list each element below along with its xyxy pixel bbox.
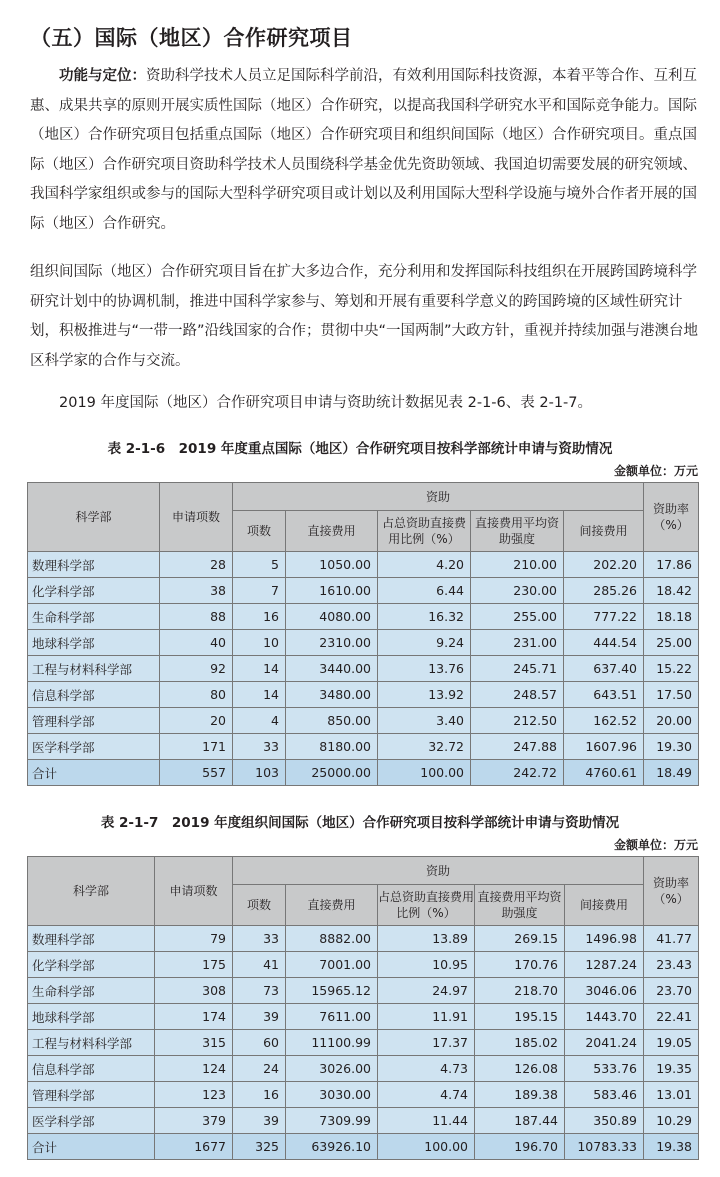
table2-organizational-international	[27, 856, 699, 1160]
table1-key-international	[27, 482, 699, 786]
rate-cell: 19.38	[644, 1134, 699, 1160]
rate-cell: 15.22	[644, 656, 699, 682]
share-cell: 10.95	[378, 952, 475, 978]
projects-cell: 7	[233, 578, 286, 604]
header-dept: 科学部	[28, 857, 155, 926]
table-row	[28, 604, 699, 630]
indirect-cost-cell: 10783.33	[565, 1134, 644, 1160]
projects-cell: 39	[233, 1004, 286, 1030]
indirect-cost-cell: 444.54	[564, 630, 644, 656]
direct-cost-cell: 1050.00	[286, 552, 378, 578]
share-cell: 17.37	[378, 1030, 475, 1056]
table-row	[28, 656, 699, 682]
direct-cost-cell: 8882.00	[286, 926, 378, 952]
rate-cell: 23.43	[644, 952, 699, 978]
header-rate: 资助率（%）	[644, 483, 699, 552]
table-row	[28, 630, 699, 656]
avg-intensity-cell: 126.08	[475, 1056, 565, 1082]
dept-cell: 信息科学部	[28, 682, 160, 708]
avg-intensity-cell: 230.00	[471, 578, 564, 604]
rate-cell: 25.00	[644, 630, 699, 656]
table-row	[28, 578, 699, 604]
table-row	[28, 952, 699, 978]
paragraph-statistics-reference: 2019 年度国际（地区）合作研究项目申请与资助统计数据见表 2-1-6、表 2-1-7。	[59, 395, 593, 411]
rate-cell: 22.41	[644, 1004, 699, 1030]
dept-cell: 化学科学部	[28, 952, 155, 978]
applications-cell: 28	[160, 552, 233, 578]
projects-cell: 14	[233, 682, 286, 708]
avg-intensity-cell: 212.50	[471, 708, 564, 734]
dept-cell: 医学科学部	[28, 734, 160, 760]
share-cell: 4.73	[378, 1056, 475, 1082]
direct-cost-cell: 7001.00	[286, 952, 378, 978]
table2-body	[28, 926, 699, 1160]
header-applications: 申请项数	[155, 857, 233, 926]
applications-cell: 20	[160, 708, 233, 734]
paragraph-organizational: 组织间国际（地区）合作研究项目旨在扩大多边合作，充分利用和发挥国际科技组织在开展跨国跨境科学研究计划中的协调机制，推进中国科学家参与、筹划和开展有重要科学意义的跨国跨境的区域性研究计划，积极推进与“一带一路”沿线国家的合作；贯彻中央“一国两制”大政方针，重视并持续加强与港澳台地区科学家的合作与交流。	[30, 264, 699, 369]
table-row	[28, 708, 699, 734]
dept-cell: 地球科学部	[28, 630, 160, 656]
share-cell: 4.74	[378, 1082, 475, 1108]
share-cell: 100.00	[378, 1134, 475, 1160]
applications-cell: 80	[160, 682, 233, 708]
projects-cell: 325	[233, 1134, 286, 1160]
table-row	[28, 978, 699, 1004]
table1-body	[28, 552, 699, 786]
indirect-cost-cell: 1607.96	[564, 734, 644, 760]
applications-cell: 171	[160, 734, 233, 760]
indirect-cost-cell: 1443.70	[565, 1004, 644, 1030]
rate-cell: 41.77	[644, 926, 699, 952]
projects-cell: 10	[233, 630, 286, 656]
direct-cost-cell: 11100.99	[286, 1030, 378, 1056]
table-row	[28, 682, 699, 708]
share-cell: 6.44	[378, 578, 471, 604]
dept-cell: 生命科学部	[28, 604, 160, 630]
direct-cost-cell: 7309.99	[286, 1108, 378, 1134]
indirect-cost-cell: 162.52	[564, 708, 644, 734]
header-avg-intensity: 直接费用平均资助强度	[475, 885, 565, 926]
applications-cell: 38	[160, 578, 233, 604]
applications-cell: 175	[155, 952, 233, 978]
indirect-cost-cell: 285.26	[564, 578, 644, 604]
header-projects: 项数	[233, 885, 286, 926]
projects-cell: 5	[233, 552, 286, 578]
direct-cost-cell: 3440.00	[286, 656, 378, 682]
header-indirect-cost: 间接费用	[565, 885, 644, 926]
dept-cell: 生命科学部	[28, 978, 155, 1004]
dept-cell: 合计	[28, 1134, 155, 1160]
projects-cell: 73	[233, 978, 286, 1004]
share-cell: 16.32	[378, 604, 471, 630]
header-applications: 申请项数	[160, 483, 233, 552]
avg-intensity-cell: 242.72	[471, 760, 564, 786]
avg-intensity-cell: 195.15	[475, 1004, 565, 1030]
indirect-cost-cell: 350.89	[565, 1108, 644, 1134]
avg-intensity-cell: 255.00	[471, 604, 564, 630]
table1-title: 表 2-1-6 2019 年度重点国际（地区）合作研究项目按科学部统计申请与资助情况	[107, 441, 613, 457]
direct-cost-cell: 850.00	[286, 708, 378, 734]
rate-cell: 17.50	[644, 682, 699, 708]
table-row	[28, 1030, 699, 1056]
avg-intensity-cell: 187.44	[475, 1108, 565, 1134]
dept-cell: 管理科学部	[28, 1082, 155, 1108]
applications-cell: 308	[155, 978, 233, 1004]
projects-cell: 24	[233, 1056, 286, 1082]
projects-cell: 103	[233, 760, 286, 786]
direct-cost-cell: 1610.00	[286, 578, 378, 604]
applications-cell: 174	[155, 1004, 233, 1030]
share-cell: 13.89	[378, 926, 475, 952]
direct-cost-cell: 3030.00	[286, 1082, 378, 1108]
rate-cell: 13.01	[644, 1082, 699, 1108]
avg-intensity-cell: 185.02	[475, 1030, 565, 1056]
indirect-cost-cell: 583.46	[565, 1082, 644, 1108]
avg-intensity-cell: 247.88	[471, 734, 564, 760]
avg-intensity-cell: 231.00	[471, 630, 564, 656]
dept-cell: 工程与材料科学部	[28, 656, 160, 682]
indirect-cost-cell: 637.40	[564, 656, 644, 682]
header-projects: 项数	[233, 511, 286, 552]
share-cell: 13.92	[378, 682, 471, 708]
applications-cell: 1677	[155, 1134, 233, 1160]
dept-cell: 数理科学部	[28, 926, 155, 952]
table2-unit: 金额单位：万元	[613, 838, 698, 852]
header-share: 占总资助直接费用比例（%）	[378, 885, 475, 926]
direct-cost-cell: 8180.00	[286, 734, 378, 760]
applications-cell: 315	[155, 1030, 233, 1056]
indirect-cost-cell: 1496.98	[565, 926, 644, 952]
projects-cell: 41	[233, 952, 286, 978]
dept-cell: 地球科学部	[28, 1004, 155, 1030]
projects-cell: 14	[233, 656, 286, 682]
share-cell: 4.20	[378, 552, 471, 578]
indirect-cost-cell: 3046.06	[565, 978, 644, 1004]
table1-unit: 金额单位：万元	[613, 464, 698, 478]
header-dept: 科学部	[28, 483, 160, 552]
avg-intensity-cell: 218.70	[475, 978, 565, 1004]
rate-cell: 19.30	[644, 734, 699, 760]
applications-cell: 40	[160, 630, 233, 656]
applications-cell: 79	[155, 926, 233, 952]
direct-cost-cell: 4080.00	[286, 604, 378, 630]
avg-intensity-cell: 269.15	[475, 926, 565, 952]
direct-cost-cell: 15965.12	[286, 978, 378, 1004]
projects-cell: 4	[233, 708, 286, 734]
share-cell: 11.44	[378, 1108, 475, 1134]
projects-cell: 60	[233, 1030, 286, 1056]
direct-cost-cell: 7611.00	[286, 1004, 378, 1030]
direct-cost-cell: 25000.00	[286, 760, 378, 786]
avg-intensity-cell: 189.38	[475, 1082, 565, 1108]
rate-cell: 19.05	[644, 1030, 699, 1056]
indirect-cost-cell: 533.76	[565, 1056, 644, 1082]
table-row	[28, 552, 699, 578]
dept-cell: 化学科学部	[28, 578, 160, 604]
rate-cell: 17.86	[644, 552, 699, 578]
applications-cell: 379	[155, 1108, 233, 1134]
paragraph-label: 功能与定位：	[59, 68, 146, 84]
share-cell: 11.91	[378, 1004, 475, 1030]
dept-cell: 工程与材料科学部	[28, 1030, 155, 1056]
avg-intensity-cell: 170.76	[475, 952, 565, 978]
table-row	[28, 926, 699, 952]
avg-intensity-cell: 196.70	[475, 1134, 565, 1160]
indirect-cost-cell: 643.51	[564, 682, 644, 708]
rate-cell: 18.49	[644, 760, 699, 786]
rate-cell: 19.35	[644, 1056, 699, 1082]
table-row	[28, 734, 699, 760]
dept-cell: 医学科学部	[28, 1108, 155, 1134]
header-direct-cost: 直接费用	[286, 511, 378, 552]
section-heading: （五）国际（地区）合作研究项目	[30, 26, 353, 50]
applications-cell: 123	[155, 1082, 233, 1108]
projects-cell: 16	[233, 604, 286, 630]
applications-cell: 124	[155, 1056, 233, 1082]
projects-cell: 33	[233, 734, 286, 760]
paragraph-function	[30, 62, 702, 239]
share-cell: 13.76	[378, 656, 471, 682]
applications-cell: 88	[160, 604, 233, 630]
indirect-cost-cell: 1287.24	[565, 952, 644, 978]
direct-cost-cell: 3026.00	[286, 1056, 378, 1082]
indirect-cost-cell: 202.20	[564, 552, 644, 578]
dept-cell: 信息科学部	[28, 1056, 155, 1082]
direct-cost-cell: 63926.10	[286, 1134, 378, 1160]
table2-title: 表 2-1-7 2019 年度组织间国际（地区）合作研究项目按科学部统计申请与资助情况	[100, 815, 620, 831]
header-rate: 资助率（%）	[644, 857, 699, 926]
indirect-cost-cell: 2041.24	[565, 1030, 644, 1056]
avg-intensity-cell: 245.71	[471, 656, 564, 682]
table-row	[28, 1056, 699, 1082]
indirect-cost-cell: 777.22	[564, 604, 644, 630]
dept-cell: 数理科学部	[28, 552, 160, 578]
dept-cell: 合计	[28, 760, 160, 786]
rate-cell: 10.29	[644, 1108, 699, 1134]
table-row	[28, 1082, 699, 1108]
avg-intensity-cell: 248.57	[471, 682, 564, 708]
header-direct-cost: 直接费用	[286, 885, 378, 926]
header-avg-intensity: 直接费用平均资助强度	[471, 511, 564, 552]
avg-intensity-cell: 210.00	[471, 552, 564, 578]
rate-cell: 20.00	[644, 708, 699, 734]
header-funding: 资助	[233, 857, 644, 885]
applications-cell: 557	[160, 760, 233, 786]
rate-cell: 18.18	[644, 604, 699, 630]
table-total-row	[28, 760, 699, 786]
header-indirect-cost: 间接费用	[564, 511, 644, 552]
projects-cell: 33	[233, 926, 286, 952]
header-funding: 资助	[233, 483, 644, 511]
projects-cell: 39	[233, 1108, 286, 1134]
table-total-row	[28, 1134, 699, 1160]
table-row	[28, 1004, 699, 1030]
direct-cost-cell: 2310.00	[286, 630, 378, 656]
share-cell: 24.97	[378, 978, 475, 1004]
header-share: 占总资助直接费用比例（%）	[378, 511, 471, 552]
share-cell: 32.72	[378, 734, 471, 760]
share-cell: 3.40	[378, 708, 471, 734]
direct-cost-cell: 3480.00	[286, 682, 378, 708]
rate-cell: 18.42	[644, 578, 699, 604]
paragraph-function-text: 资助科学技术人员立足国际科学前沿，有效利用国际科技资源，本着平等合作、互利互惠、成果共享的原则开展实质性国际（地区）合作研究，以提高我国科学研究水平和国际竞争能力。国际（地区）合作研究项目包括重点国际（地区）合作研究项目和组织间国际（地区）合作研究项目。重点国际（地区）合作研究项目资助科学技术人员围绕科学基金优先资助领域、我国迫切需要发展的研究领域、我国科学家组织或参与的国际大型科学研究项目或计划以及利用国际大型科学设施与境外合作者开展的国际（地区）合作研究。	[30, 68, 697, 232]
share-cell: 9.24	[378, 630, 471, 656]
dept-cell: 管理科学部	[28, 708, 160, 734]
applications-cell: 92	[160, 656, 233, 682]
projects-cell: 16	[233, 1082, 286, 1108]
table-row	[28, 1108, 699, 1134]
rate-cell: 23.70	[644, 978, 699, 1004]
indirect-cost-cell: 4760.61	[564, 760, 644, 786]
share-cell: 100.00	[378, 760, 471, 786]
